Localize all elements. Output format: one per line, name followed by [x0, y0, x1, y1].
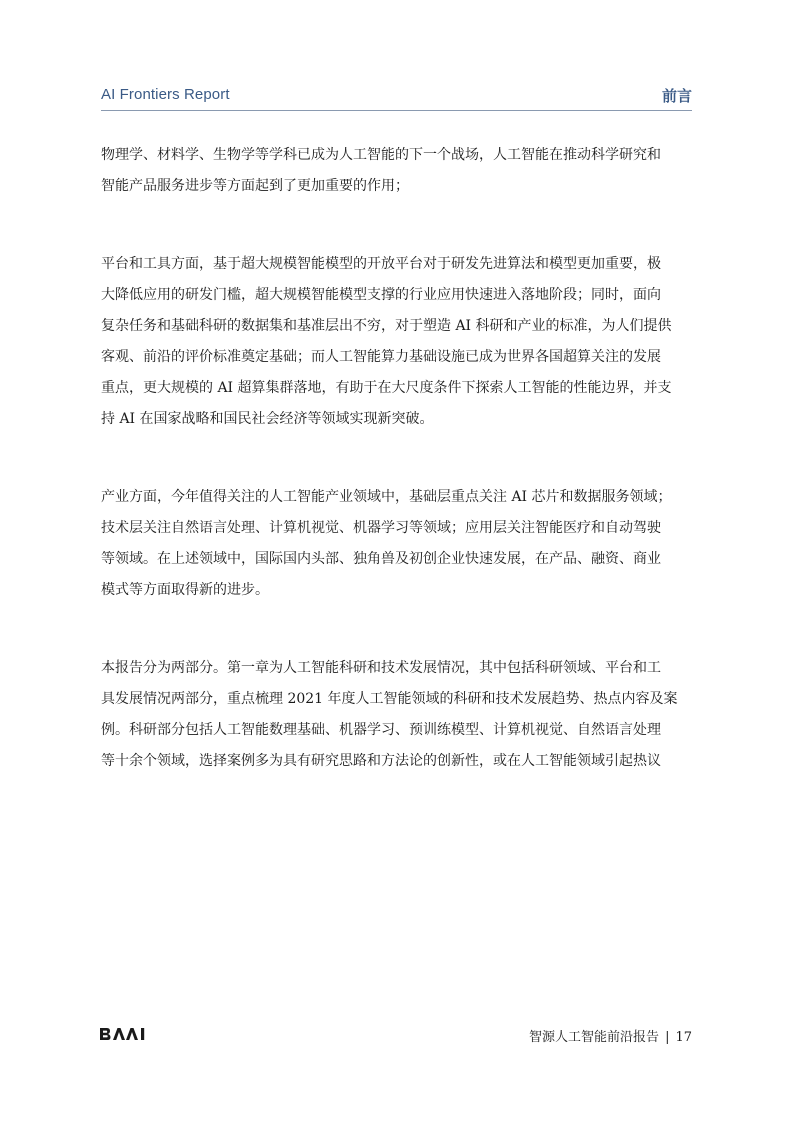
text-line: 等领域。在上述领域中，国际国内头部、独角兽及初创企业快速发展，在产品、融资、商业	[101, 551, 661, 567]
text-line: 平台和工具方面，基于超大规模智能模型的开放平台对于研发先进算法和模型更加重要，极	[101, 256, 661, 272]
text-line: 持 AI 在国家战略和国民社会经济等领域实现新突破。	[101, 411, 434, 427]
paragraph	[101, 482, 692, 606]
text-line: 例。科研部分包括人工智能数理基础、机器学习、预训练模型、计算机视觉、自然语言处理	[101, 722, 661, 738]
text-line: 物理学、材料学、生物学等学科已成为人工智能的下一个战场，人工智能在推动科学研究和	[101, 147, 661, 163]
text-line: 技术层关注自然语言处理、计算机视觉、机器学习等领域；应用层关注智能医疗和自动驾驶	[101, 520, 661, 536]
paragraph	[101, 140, 692, 202]
body-text	[101, 140, 692, 777]
text-line: 重点，更大规模的 AI 超算集群落地，有助于在大尺度条件下探索人工智能的性能边界，并支	[101, 380, 672, 396]
paragraph	[101, 653, 692, 777]
text-line: 智能产品服务进步等方面起到了更加重要的作用；	[101, 178, 409, 194]
paragraph	[101, 249, 692, 435]
text-line: 复杂任务和基础科研的数据集和基准层出不穷，对于塑造 AI 科研和产业的标准，为人们提供	[101, 318, 672, 334]
text-line: 模式等方面取得新的进步。	[101, 582, 269, 598]
text-line: 本报告分为两部分。第一章为人工智能科研和技术发展情况，其中包括科研领域、平台和工	[101, 660, 661, 676]
text-line: 产业方面，今年值得关注的人工智能产业领域中，基础层重点关注 AI 芯片和数据服务领域；	[101, 489, 672, 505]
text-line: 具发展情况两部分，重点梳理 2021 年度人工智能领域的科研和技术发展趋势、热点内容及案	[101, 691, 678, 707]
page-number: 17	[675, 1030, 692, 1045]
text-line: 大降低应用的研发门槛，超大规模智能模型支撑的行业应用快速进入落地阶段；同时，面向	[101, 287, 661, 303]
page-header	[101, 86, 692, 111]
footer-page-info	[529, 1026, 692, 1045]
text-line: 等十余个领域，选择案例多为具有研究思路和方法论的创新性，或在人工智能领域引起热议	[101, 753, 661, 769]
header-report-title: AI Frontiers Report	[101, 86, 230, 103]
text-line: 客观、前沿的评价标准奠定基础；而人工智能算力基础设施已成为世界各国超算关注的发展	[101, 349, 661, 365]
footer-separator: |	[665, 1030, 670, 1045]
footer-report-name: 智源人工智能前沿报告	[529, 1030, 660, 1045]
baai-logo	[99, 1027, 147, 1041]
header-section-title: 前言	[661, 87, 692, 105]
